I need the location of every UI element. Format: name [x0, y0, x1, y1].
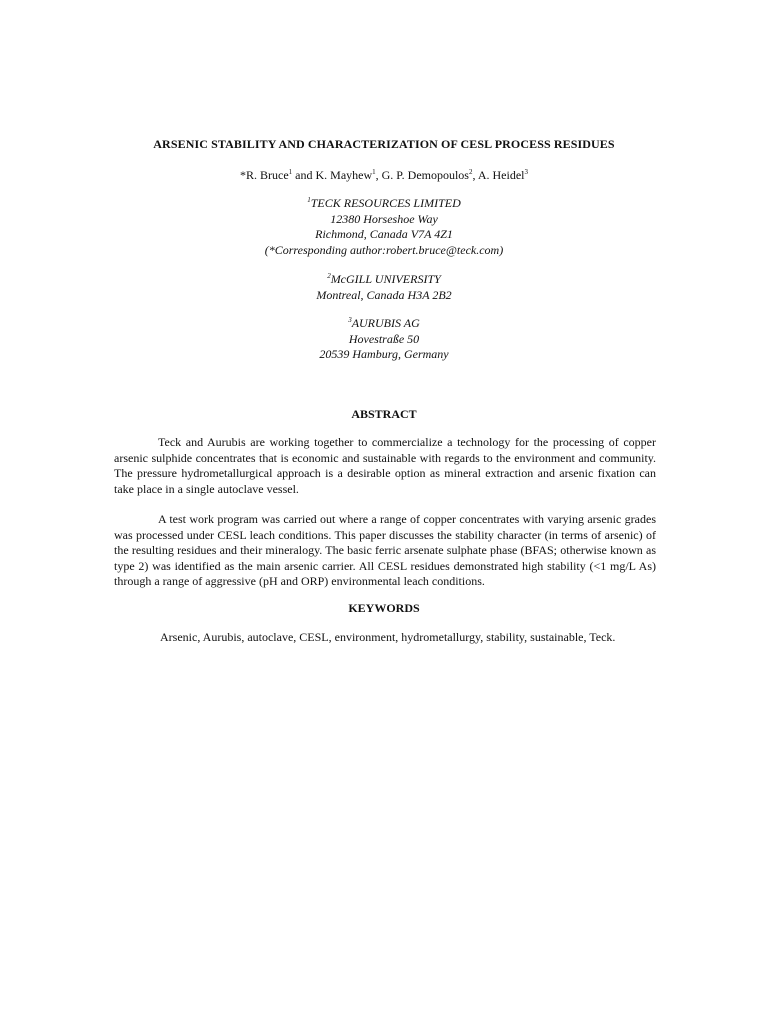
affiliation-address-line: 12380 Horseshoe Way — [330, 211, 438, 226]
affiliation-name: TECK RESOURCES LIMITED — [310, 196, 461, 210]
affiliation-address-line: Hovestraße 50 — [348, 331, 420, 346]
affiliation-name: McGILL UNIVERSITY — [330, 272, 441, 286]
affiliation-address-line: Montreal, Canada H3A 2B2 — [316, 287, 452, 302]
corresponding-author-line: (*Corresponding author:robert.bruce@teck.com) — [264, 242, 504, 257]
keywords-heading: KEYWORDS — [348, 601, 420, 615]
affiliation-teck — [0, 196, 768, 258]
affiliation-mcgill — [0, 272, 768, 303]
author-name: A. Heidel — [477, 168, 525, 182]
abstract-paragraph: A test work program was carried out where a range of copper concentrates with varying arsenic grades was processed under CESL leach conditions. This paper discusses the stability character (in terms of arsenic) of the resulting residues and their mineralogy. The basic ferric arsenate sulphate phase (BFAS; otherwise known as type 2) was identified as the main arsenic carrier. All CESL residues demonstrated high stability (<1 mg/L As) through a range of aggressive (pH and ORP) environmental leach conditions. — [114, 512, 656, 588]
paper-title: ARSENIC STABILITY AND CHARACTERIZATION OF CESL PROCESS RESIDUES — [153, 137, 615, 151]
affiliation-name-line — [0, 272, 768, 288]
author-affiliation-mark: 1 — [372, 168, 376, 176]
author-affiliation-mark: 3 — [524, 168, 528, 176]
affiliation-name-line — [0, 316, 768, 332]
author-list — [0, 168, 768, 183]
author-name: *R. Bruce — [240, 168, 289, 182]
author-affiliation-mark: 1 — [288, 168, 293, 176]
author-name: G. P. Demopoulos — [381, 168, 469, 182]
affiliation-name: AURUBIS AG — [351, 316, 420, 330]
affiliation-name-line — [0, 196, 768, 212]
author-name: K. Mayhew — [315, 168, 373, 182]
author-separator: , — [375, 168, 382, 182]
author-affiliation-mark: 2 — [468, 168, 473, 176]
abstract-paragraph: Teck and Aurubis are working together to commercialize a technology for the processing of copper arsenic sulphide concentrates that is economic and sustainable with regards to the environment and community. The pressure hydrometallurgical approach is a desirable option as mineral extraction and arsenic fixation can take place in a single autoclave vessel. — [114, 435, 656, 496]
affiliation-mark: 2 — [327, 272, 331, 280]
affiliation-address-line: 20539 Hamburg, Germany — [319, 347, 449, 361]
affiliation-address-line: Richmond, Canada V7A 4Z1 — [315, 227, 453, 241]
keywords-list: Arsenic, Aurubis, autoclave, CESL, environment, hydrometallurgy, stability, sustainable, Teck. — [160, 630, 616, 644]
affiliation-aurubis — [0, 316, 768, 363]
author-separator: , — [472, 168, 478, 182]
affiliation-mark: 1 — [307, 196, 311, 204]
abstract-heading: ABSTRACT — [351, 407, 417, 421]
affiliation-mark: 3 — [348, 316, 352, 324]
author-separator: and — [292, 168, 316, 182]
